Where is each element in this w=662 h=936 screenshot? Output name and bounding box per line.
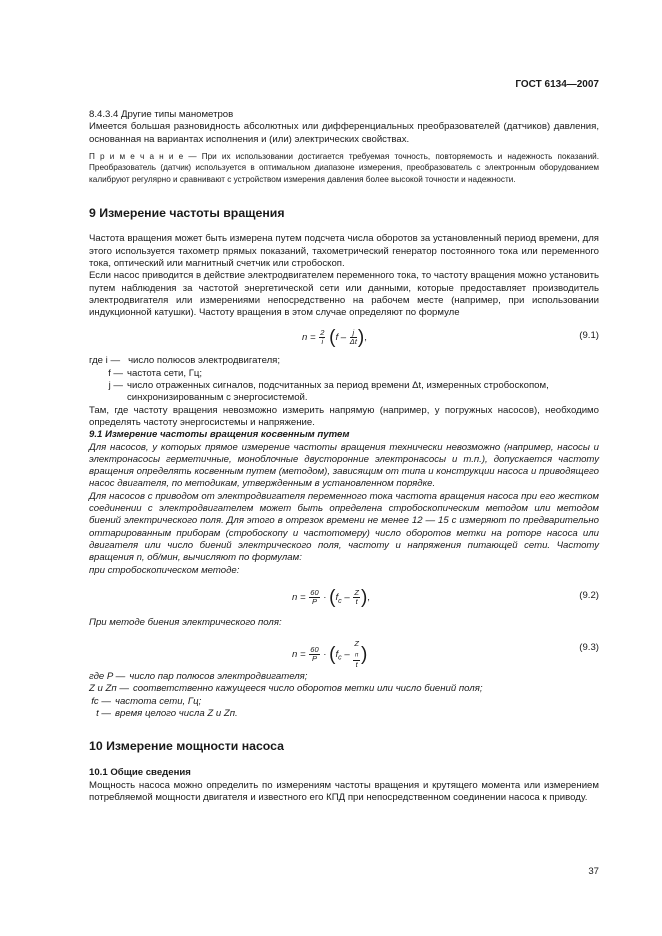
- section-9-paragraph-1: Частота вращения может быть измерена путем подсчета числа оборотов за установленный период времени, для этого используется тахометр прямых показаний, тахометрический генератор постоянного тока или переменного тока, оптический или магнитный счетчик или стробоскоп.: [89, 233, 599, 269]
- definition-item: f — частота сети, Гц;: [108, 367, 203, 379]
- definition-item: Z и Zп — соответственно кажущееся число оборотов метки или число биений поля;: [89, 683, 483, 695]
- formula-9-2-expression: n = $\frac{60}{P}$ · ($f_c$ – $\frac{Z}{t}$ ),: [292, 586, 370, 608]
- definitions-9-2: [89, 671, 599, 720]
- fraction: $\frac{2}{i}$: [320, 328, 325, 347]
- subsection-9-1-paragraph-1: Для насосов, у которых прямое измерение частоты вращения технически невозможно (например, насосы и электронасосы герметичные, моноблочные двусторонние электронасосы и т.п.), допускается частоту вращения определять косвенным путем (методом), зависящим от типа и конструкции насоса и приводящего насос двигателя, по методикам, утвержденным в установленном порядке.: [89, 441, 599, 490]
- fraction: $\frac{j}{\Delta t}$: [349, 328, 357, 347]
- formula-9-2: [89, 585, 599, 613]
- formula-9-3: [89, 637, 599, 669]
- definition-item: где i — число полюсов электродвигателя;: [89, 355, 281, 367]
- section-10-title: 10 Измерение мощности насоса: [89, 739, 284, 754]
- formula-9-1: [89, 325, 599, 351]
- definition-item: fc — частота сети, Гц;: [91, 695, 202, 707]
- definition-item: где P — число пар полюсов электродвигателя;: [89, 671, 308, 683]
- section-9-title: 9 Измерение частоты вращения: [89, 206, 285, 221]
- formula-9-3-number: (9.3): [579, 642, 599, 654]
- standard-header: ГОСТ 6134—2007: [515, 79, 599, 90]
- section-9-paragraph-2: Если насос приводится в действие электродвигателем переменного тока, то частоту вращения можно установить путем наблюдения за частотой энергетической сети или данными, которые предоставляет производитель электродвигателя или измерениями непосредственно на рабочем месте (например, при использовании индукционной катушки). Частоту вращения в этом случае определяют по формуле: [89, 270, 599, 319]
- definition-item: j — число отраженных сигналов, подсчитанных за период времени Δt, измеренных стробоскопом, синхронизированным с энергосистемой.: [108, 380, 549, 404]
- note-text: При их использовании достигается требуемая точность, повторяемость и надежность показаний. Преобразователь (датчик) используется в оптимальном диапазоне измерения, преобразователь с электронным оборудованием калибруют регулярно и сравнивают с устройством измерения давления более высокой точности и надежности.: [89, 151, 599, 184]
- definition-item: t — время целого числа Z и Zп.: [96, 708, 238, 720]
- formula-9-1-expression: n = $\frac{2}{i}$ (f – $\frac{j}{\Delta t}$ ),: [302, 327, 367, 349]
- stroboscopic-method-label: при стробоскопическом методе:: [89, 564, 240, 576]
- formula-9-2-number: (9.2): [579, 589, 599, 601]
- section-8434-text: Имеется большая разновидность абсолютных или дифференциальных преобразователей (датчиков) давления, основанная на вариантах исполнения и (или) электрических свойствах.: [89, 121, 599, 145]
- subsection-10-1-title: 10.1 Общие сведения: [89, 766, 191, 778]
- subsection-9-1-title: 9.1 Измерение частоты вращения косвенным путем: [89, 429, 350, 441]
- definitions-9-1: [89, 355, 599, 404]
- section-9-paragraph-3: Там, где частоту вращения невозможно измерить напрямую (например, у погружных насосов), необходимо определять частоту энергосистемы и напряжение.: [89, 404, 599, 428]
- formula-9-3-expression: n = $\frac{60}{P}$ · ($f_c$ – Z $_п$ t ): [292, 639, 368, 669]
- section-10-paragraph-1: Мощность насоса можно определить по измерениям частоты вращения и крутящего момента или измерением потребляемой мощности двигателя и известного его КПД при непосредственном соединении насоса к приводу.: [89, 779, 599, 804]
- subsection-9-1-paragraph-2: Для насосов с приводом от электродвигателя переменного тока частота вращения насоса при его жестком соединении с электродвигателем может быть определена стробоскопическим методом или методом биений электрического поля. Для этого в отрезок времени не менее 12 — 15 с измеряют по предварительно оттарированным приборам (стробоскопу и частотомеру) число оборотов метки на роторе насоса или двигателя или число биений электрического поля, частоту и напряжения питающей сети. Частоту вращения n, об/мин, вычисляют по формулам:: [89, 490, 599, 564]
- page-content: [89, 109, 599, 805]
- page-number: 37: [588, 866, 599, 877]
- field-beat-method-label: При методе биения электрического поля:: [89, 616, 282, 628]
- note: [89, 151, 599, 185]
- note-label: П р и м е ч а н и е —: [89, 151, 197, 161]
- formula-9-1-number: (9.1): [579, 330, 599, 342]
- section-8434-title: 8.4.3.4 Другие типы манометров: [89, 109, 234, 120]
